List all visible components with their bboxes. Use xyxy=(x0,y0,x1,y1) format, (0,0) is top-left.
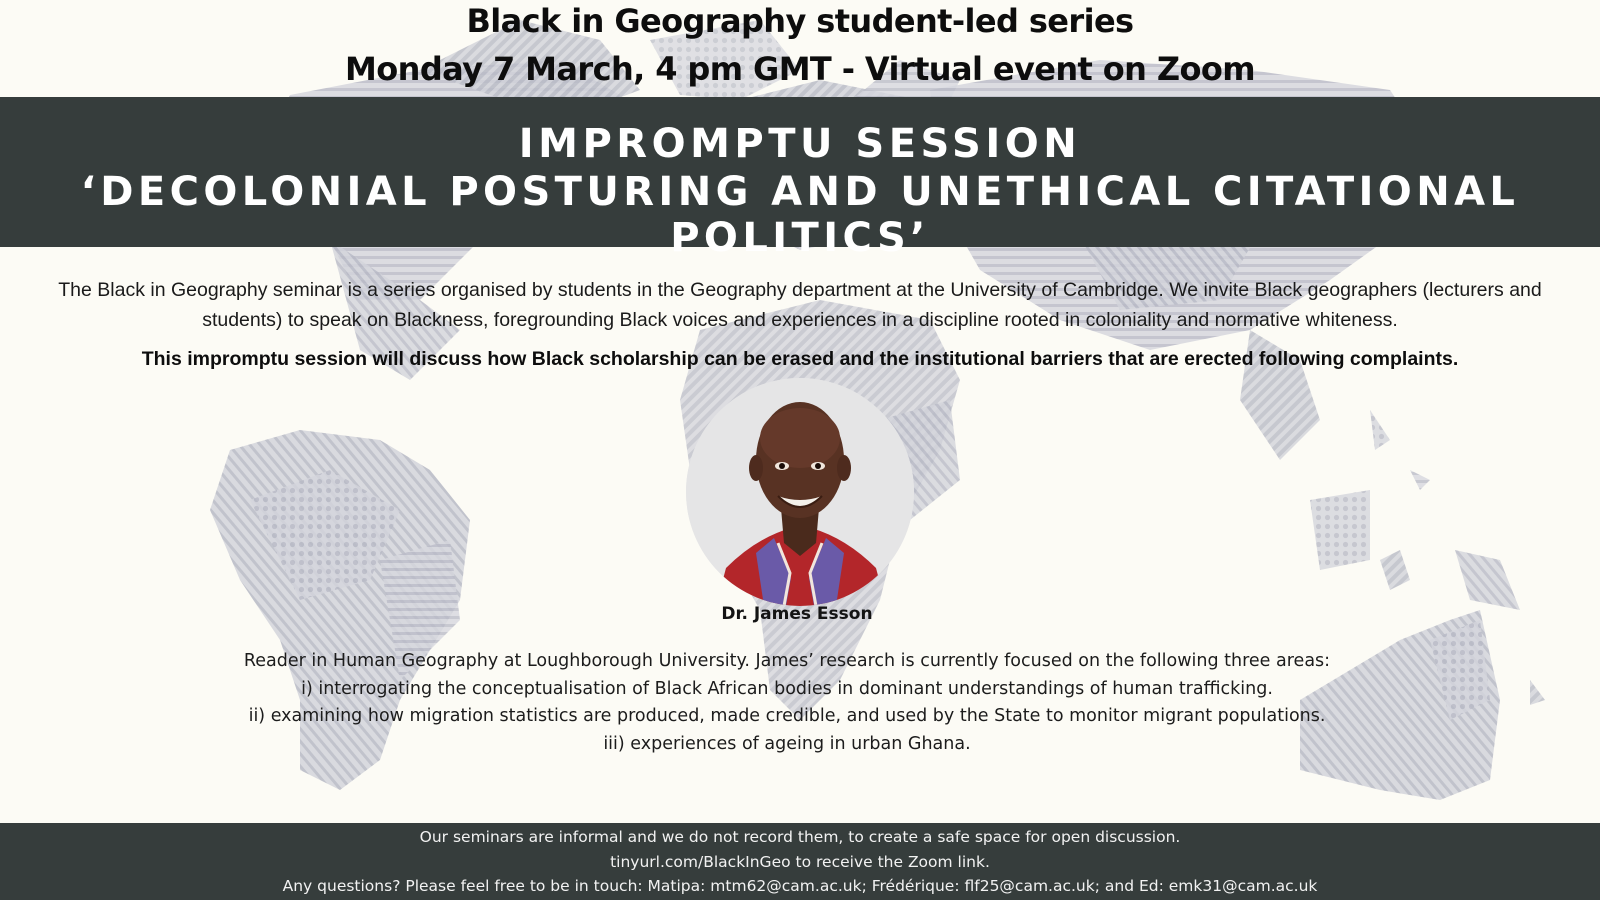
session-summary: This impromptu session will discuss how Black scholarship can be erased and the institutional barriers that are erected following complaints. xyxy=(141,348,1459,370)
series-title: Black in Geography student-led series xyxy=(466,2,1134,40)
series-description xyxy=(0,275,1600,335)
contact-info[interactable]: Any questions? Please feel free to be in touch: Matipa: mtm62@cam.ac.uk; Frédérique: flf25@cam.ac.uk; and Ed: emk31@cam.ac.uk xyxy=(282,877,1318,895)
bio-line: ii) examining how migration statistics are produced, made credible, and used by the State to monitor migrant populations. xyxy=(248,706,1326,726)
session-title-banner xyxy=(0,97,1600,261)
session-type-heading: IMPROMPTU SESSION xyxy=(518,121,1082,167)
zoom-link-note[interactable]: tinyurl.com/BlackInGeo to receive the Zoom link. xyxy=(610,852,990,871)
footer-info-bar xyxy=(0,823,1600,900)
speaker-name: Dr. James Esson xyxy=(721,604,873,624)
recording-policy-note: Our seminars are informal and we do not record them, to create a safe space for open discussion. xyxy=(419,828,1181,846)
description-line-2: students) to speak on Blackness, foregrounding Black voices and experiences in a discipline rooted in coloniality and normative whiteness. xyxy=(202,309,1398,331)
event-date-line: Monday 7 March, 4 pm GMT - Virtual event on Zoom xyxy=(345,50,1255,88)
bio-line: iii) experiences of ageing in urban Ghana. xyxy=(603,733,971,754)
description-line-1: The Black in Geography seminar is a series organised by students in the Geography department at the University of Cambridge. We invite Black geographers (lecturers and xyxy=(58,279,1542,301)
speaker-portrait-icon xyxy=(686,378,914,606)
event-header xyxy=(0,0,1600,97)
speaker-bio xyxy=(0,648,1574,758)
bio-line: i) interrogating the conceptualisation of Black African bodies in dominant understandings of human trafficking. xyxy=(301,678,1273,699)
bio-line: Reader in Human Geography at Loughborough University. James’ research is currently focused on the following three areas: xyxy=(243,651,1331,671)
session-title-heading: ‘DECOLONIAL POSTURING AND UNETHICAL CITATIONAL POLITICS’ xyxy=(80,169,1520,261)
